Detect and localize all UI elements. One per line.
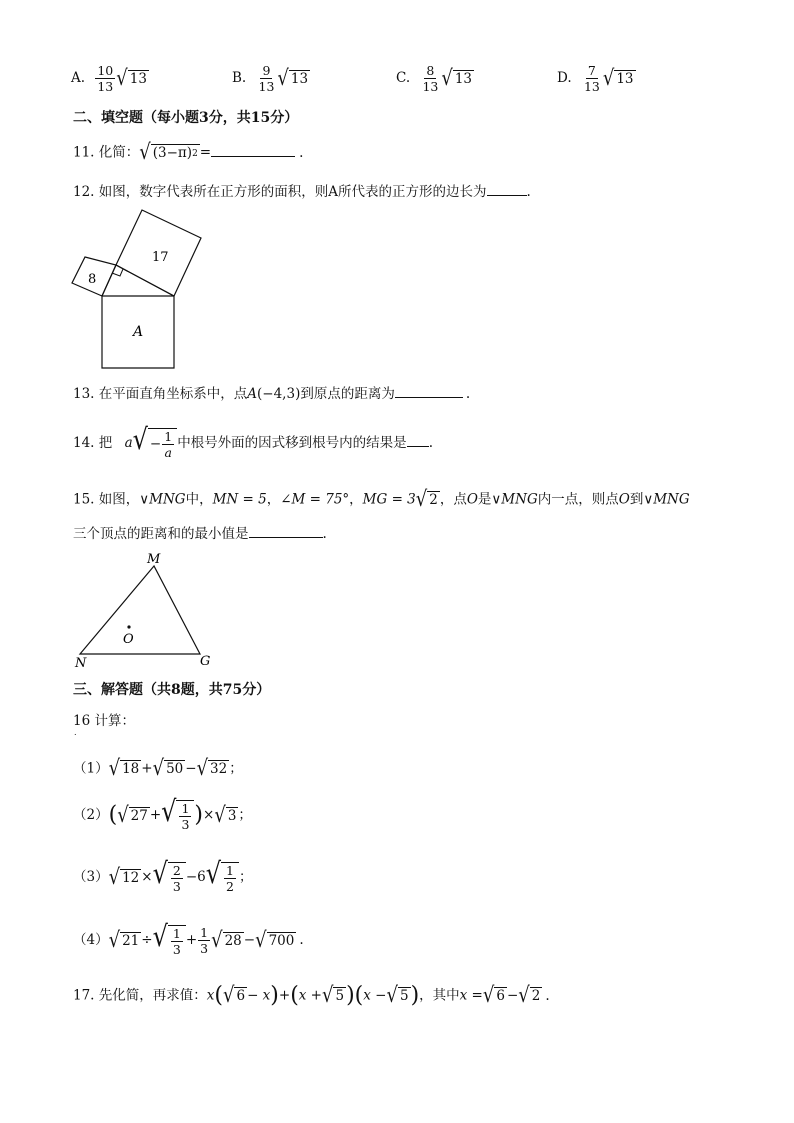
- question-16-1: （1） √ 18 + √ 50 − √ 32 ；: [73, 755, 243, 781]
- figure-squares: [60, 205, 220, 375]
- section-3-heading: 三、解答题（共8题，共75分）: [73, 682, 271, 698]
- answer-blank-14[interactable]: [407, 446, 429, 447]
- section-2-heading: 二、填空题（每小题3分，共15分）: [73, 110, 299, 126]
- question-15-line-2: 三个顶点的距离和的最小值是 .: [73, 526, 327, 542]
- answer-blank-13[interactable]: [395, 397, 463, 398]
- option-d: D. $\frac{7}{13}$ √ 13: [557, 63, 634, 95]
- option-b: B. $\frac{9}{13}$ √ 13: [232, 63, 309, 95]
- question-15-line-1: 15. 如图，∨MNG中，MN = 5，∠M = 75°，MG = 3 √ 2 ，点O是∨MNG内一点，则点O到∨MNG: [73, 486, 690, 512]
- question-17: 17. 先化简，再求值：x( √ 6 − x)+(x + √ 5 )(x − √ 5 )，其中x = √ 6 − √ 2 .: [73, 982, 550, 1008]
- answer-blank-12[interactable]: [487, 195, 527, 196]
- question-16-3: （3） √ 12 × √ $\frac{2}{3}$ −6 √ $\frac{1}{2}$ ；: [73, 856, 253, 895]
- label-g: G: [200, 654, 211, 669]
- question-16: 16 计算：: [73, 713, 135, 729]
- point-o: [127, 625, 130, 628]
- triangle-mng: [80, 566, 200, 654]
- figure-triangle: [72, 552, 222, 672]
- label-o: O: [123, 632, 134, 647]
- label-17: 17: [152, 250, 169, 265]
- answer-blank-15[interactable]: [249, 537, 323, 538]
- label-m: M: [147, 552, 161, 567]
- question-12: 12. 如图，数字代表所在正方形的面积，则A所代表的正方形的边长为 .: [73, 184, 531, 200]
- question-13: 13. 在平面直角坐标系中，点A(−4,3)到原点的距离为 .: [73, 386, 471, 402]
- label-a: A: [133, 324, 144, 340]
- question-16-2: （2）( √ 27 + √ $\frac{1}{3}$ )× √ 3 ；: [73, 794, 252, 833]
- stray-dot: .: [74, 728, 77, 737]
- question-11: 11. 化简： √ (3−π) 2 = .: [73, 139, 304, 165]
- option-c: C. $\frac{8}{13}$ √ 13: [396, 63, 473, 95]
- option-a: A. $\frac{10}{13}$ √ 13: [71, 63, 147, 95]
- label-8: 8: [88, 272, 97, 287]
- right-triangle: [102, 265, 174, 296]
- question-16-4: （4） √ 21 ÷ √ $\frac{1}{3}$ + $\frac{1}{3}$ √ 28 − √ 700 .: [73, 919, 304, 958]
- answer-blank-11[interactable]: [211, 156, 295, 157]
- question-14: 14. 把 a √ − $\frac{1}{a}$ 中根号外面的因式移到根号内的结果是 .: [73, 422, 433, 461]
- label-n: N: [75, 656, 87, 671]
